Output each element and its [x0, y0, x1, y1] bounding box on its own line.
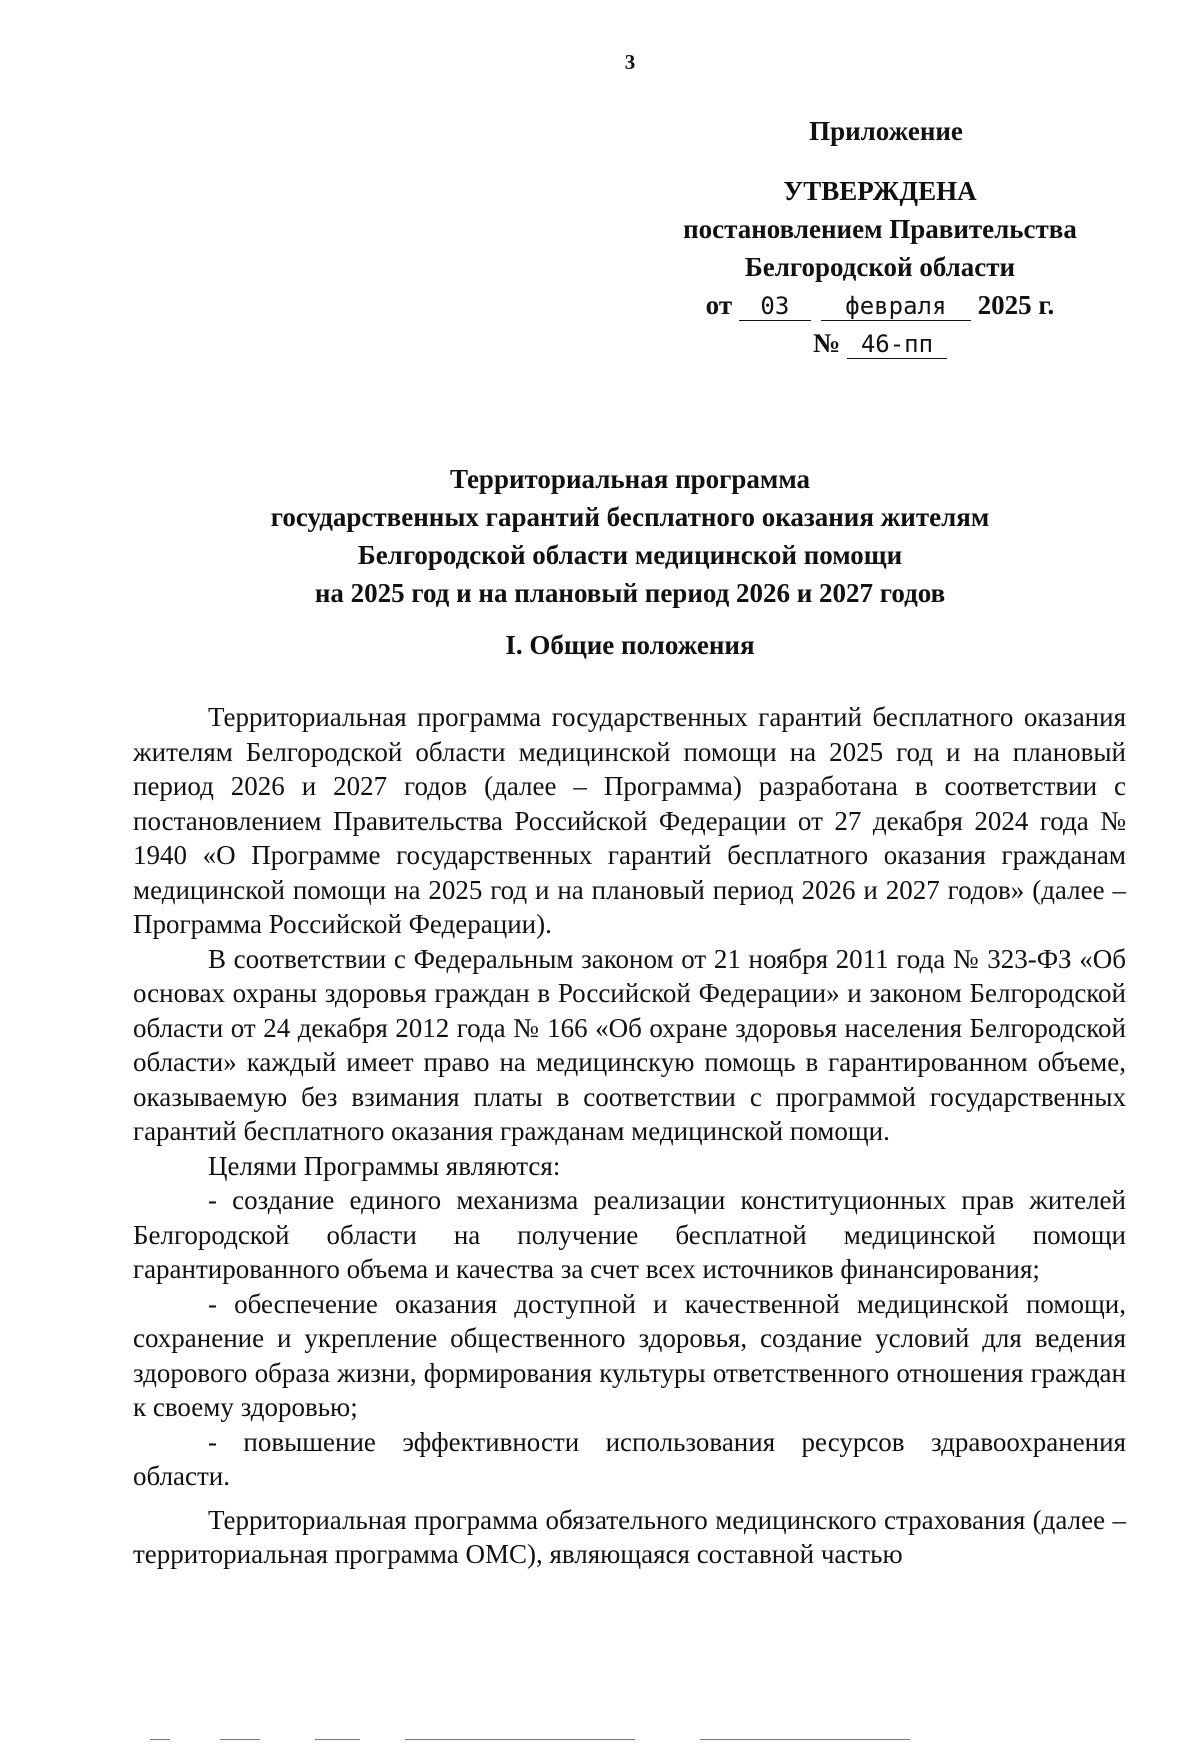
date-year: 2025 г. — [977, 290, 1055, 320]
appendix-label: Приложение — [809, 116, 963, 146]
region-label: Белгородской области — [744, 252, 1016, 282]
goal-item: - обеспечение оказания доступной и качественной медицинской помощи, сохранение и укрепление общественного здоровья, создание условий для ведения здорового образа жизни, формирования культуры ответственного отношения граждан к своему здоровью; — [133, 1288, 1126, 1422]
footer-divider — [405, 1739, 635, 1740]
page-number: 3 — [624, 50, 636, 74]
approval-block — [620, 112, 1140, 362]
title-line: государственных гарантий бесплатного оказания жителям — [270, 502, 990, 532]
footer-divider — [700, 1739, 910, 1740]
decree-date — [620, 286, 1140, 324]
number-value: 46-пп — [847, 330, 947, 359]
body-text — [133, 700, 1126, 1572]
section-heading: I. Общие положения — [505, 630, 755, 660]
footer-divider — [150, 1739, 170, 1740]
title-line: Территориальная программа — [449, 464, 811, 494]
program-title — [130, 460, 1130, 612]
paragraph-program-basis: Территориальная программа государственных гарантий бесплатного оказания жителям Белгородской области медицинской помощи на 2025 год и на плановый период 2026 и 2027 годов (далее – Программа) разработана в соответствии с постановлением Правительства Российской Федерации от 27 декабря 2024 года № 1940 «О Программе государственных гарантий бесплатного оказания гражданам медицинской помощи на 2025 год и на плановый период 2026 и 2027 годов» (далее – Программа Российской Федерации). — [133, 702, 1126, 939]
paragraph-goals-intro: Целями Программы являются: — [208, 1150, 561, 1181]
date-month: февраля — [821, 292, 971, 321]
title-line: Белгородской области медицинской помощи — [357, 540, 903, 570]
footer-divider — [315, 1739, 360, 1740]
number-prefix: № — [813, 328, 841, 358]
approved-label: УТВЕРЖДЕНА — [783, 176, 977, 206]
paragraph-oms: Территориальная программа обязательного медицинского страхования (далее – территориальная программа ОМС), являющаяся составной частью — [133, 1504, 1126, 1569]
decree-label: постановлением Правительства — [683, 214, 1077, 244]
date-day: 03 — [739, 292, 811, 321]
date-prefix: от — [705, 290, 733, 320]
footer-divider — [220, 1739, 260, 1740]
goal-item: - создание единого механизма реализации конституционных прав жителей Белгородской области на получение бесплатной медицинской помощи гарантированного объема и качества за счет всех источников финансирования; — [133, 1185, 1126, 1284]
decree-number — [620, 324, 1140, 362]
goal-item: - повышение эффективности использования ресурсов здравоохранения области. — [133, 1426, 1126, 1491]
title-line: на 2025 год и на плановый период 2026 и 2027 годов — [314, 578, 946, 608]
paragraph-legal-right: В соответствии с Федеральным законом от 21 ноября 2011 года № 323-ФЗ «Об основах охраны здоровья граждан в Российской Федерации» и законом Белгородской области от 24 декабря 2012 года № 166 «Об охране здоровья населения Белгородской области» каждый имеет право на медицинскую помощь в гарантированном объеме, оказываемую без взимания платы в соответствии с программой государственных гарантий бесплатного оказания гражданам медицинской помощи. — [133, 943, 1126, 1146]
